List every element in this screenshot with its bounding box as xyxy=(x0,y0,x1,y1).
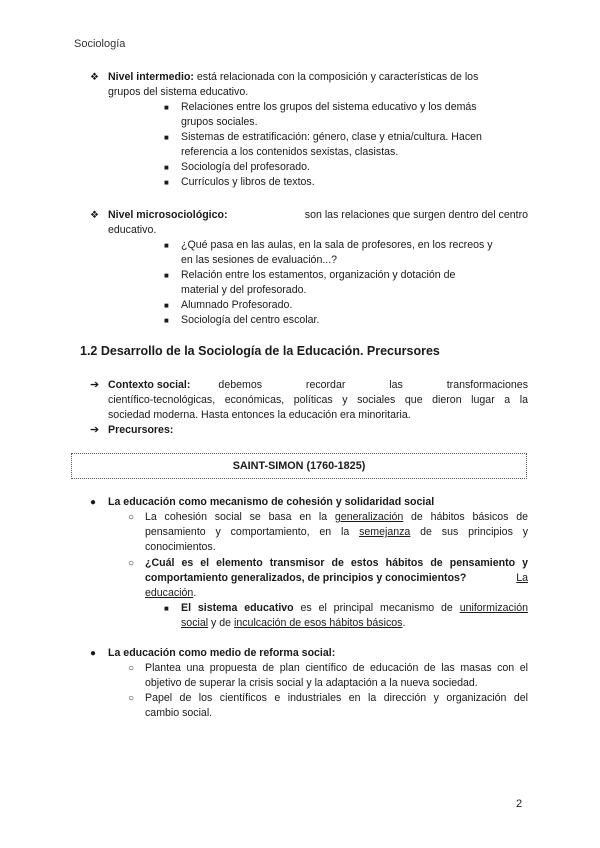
square-bullet-icon: ■ xyxy=(164,103,169,112)
square-bullet-icon: ■ xyxy=(164,301,169,310)
item-line: Relación entre los estamentos, organización y dotación de xyxy=(181,269,456,281)
list-item xyxy=(128,691,528,721)
precursores-label: Precursores: xyxy=(108,424,174,436)
item-line: objetivo de superar la crisis social y la adaptación a la nueva sociedad. xyxy=(145,677,478,689)
contexto-label: Contexto social: xyxy=(108,379,191,391)
item-line: Papel de los científicos e industriales en la dirección y organización del xyxy=(145,692,528,704)
sub1-line2a: pensamiento y comportamiento, en la xyxy=(145,526,360,538)
sub3-underline-inculcacion: inculcación de esos hábitos básicos xyxy=(234,617,403,629)
nivel-micro-text xyxy=(108,208,528,238)
cohesion-sub1 xyxy=(128,510,528,555)
list-item xyxy=(164,313,528,328)
sub2-underline-la: La xyxy=(516,572,528,584)
sub2-line2: comportamiento generalizados, de principios y conocimientos? xyxy=(145,572,467,584)
nivel-intermedio-block xyxy=(90,70,528,100)
sub3-text-b: y de xyxy=(208,617,235,629)
square-bullet-icon: ■ xyxy=(164,604,169,613)
sub1-text-a: La cohesión social se basa en la xyxy=(145,511,335,523)
item-line: material y del profesorado. xyxy=(181,284,307,296)
sub1-text-b: de hábitos básicos de xyxy=(403,511,528,523)
item-line: Sociología del profesorado. xyxy=(181,161,310,173)
item-line: Sociología del centro escolar. xyxy=(181,314,320,326)
nivel-intermedio-line2: grupos del sistema educativo. xyxy=(108,86,249,98)
sub1-underline-semejanza: semejanza xyxy=(359,526,411,538)
nivel-micro-list xyxy=(164,238,528,328)
nivel-intermedio-list xyxy=(164,100,528,190)
circle-bullet-icon: ○ xyxy=(128,558,135,569)
square-bullet-icon: ■ xyxy=(164,271,169,280)
precursores-block xyxy=(90,423,528,438)
diamond-bullet-icon: ❖ xyxy=(90,72,99,83)
arrow-right-icon: ➔ xyxy=(90,379,100,391)
contexto-line2: científico-tecnológicas, económicas, políticas y sociales que dieron lugar a la xyxy=(108,394,528,406)
saint-simon-box xyxy=(71,453,527,479)
item-line: grupos sociales. xyxy=(181,116,258,128)
sub2-underline-educacion: educación xyxy=(145,587,194,599)
page-header: Sociología xyxy=(74,38,126,50)
disc-bullet-icon: ● xyxy=(90,497,97,508)
nivel-intermedio-label: Nivel intermedio: xyxy=(108,71,194,83)
sub3-bold: El sistema educativo xyxy=(181,602,294,614)
list-item xyxy=(164,238,528,268)
circle-bullet-icon: ○ xyxy=(128,693,135,704)
item-line: Relaciones entre los grupos del sistema educativo y los demás xyxy=(181,101,477,113)
item-line: Sistemas de estratificación: género, clase y etnia/cultura. Hacen xyxy=(181,131,482,143)
contexto-line1 xyxy=(218,378,528,393)
section-title: 1.2 Desarrollo de la Sociología de la Educación. Precursores xyxy=(80,344,440,358)
cohesion-sub3 xyxy=(164,601,528,631)
cohesion-title: La educación como mecanismo de cohesión y solidaridad social xyxy=(108,496,435,508)
list-item xyxy=(164,268,528,298)
sub2-dot: . xyxy=(193,587,197,599)
nivel-micro-line2: educativo. xyxy=(108,224,157,236)
nivel-micro-block xyxy=(90,208,528,238)
list-item xyxy=(164,175,528,190)
reforma-list xyxy=(128,661,528,721)
disc-bullet-icon: ● xyxy=(90,648,97,659)
list-item xyxy=(164,100,528,130)
circle-bullet-icon: ○ xyxy=(128,663,135,674)
reforma-block xyxy=(90,646,528,661)
item-line: Currículos y libros de textos. xyxy=(181,176,315,188)
nivel-micro-label: Nivel microsociológico: xyxy=(108,209,228,221)
circle-bullet-icon: ○ xyxy=(128,512,135,523)
contexto-line1-text: debemos recordar las transformaciones xyxy=(218,379,528,391)
cohesion-block xyxy=(90,495,528,510)
list-item xyxy=(164,160,528,175)
sub3-text-a: es el principal mecanismo de xyxy=(293,602,460,614)
sub1-line3: conocimientos. xyxy=(145,541,216,553)
cohesion-sub2 xyxy=(128,556,528,601)
diamond-bullet-icon: ❖ xyxy=(90,210,99,221)
contexto-line3: sociedad moderna. Hasta entonces la educación era minoritaria. xyxy=(108,409,411,421)
page-number: 2 xyxy=(516,798,523,810)
sub3-underline-social: social xyxy=(181,617,209,629)
square-bullet-icon: ■ xyxy=(164,316,169,325)
item-line: ¿Qué pasa en las aulas, en la sala de profesores, en los recreos y xyxy=(181,239,493,251)
saint-simon-title: SAINT-SIMON (1760-1825) xyxy=(232,460,366,472)
contexto-block xyxy=(90,378,528,423)
item-line: en las sesiones de evaluación...? xyxy=(181,254,338,266)
square-bullet-icon: ■ xyxy=(164,241,169,250)
square-bullet-icon: ■ xyxy=(164,133,169,142)
sub3-underline-uniformizacion: uniformización xyxy=(459,602,528,614)
sub2-line1: ¿Cuál es el elemento transmisor de estos hábitos de pensamiento y xyxy=(145,557,528,569)
reforma-title: La educación como medio de reforma social: xyxy=(108,647,336,659)
list-item xyxy=(164,298,528,313)
list-item xyxy=(128,661,528,691)
square-bullet-icon: ■ xyxy=(164,178,169,187)
item-line: cambio social. xyxy=(145,707,213,719)
nivel-micro-line1: son las relaciones que surgen dentro del centro xyxy=(304,209,528,221)
nivel-intermedio-text xyxy=(108,70,528,100)
arrow-right-icon: ➔ xyxy=(90,424,100,436)
sub1-underline-generalizacion: generalización xyxy=(334,511,404,523)
list-item xyxy=(164,130,528,160)
square-bullet-icon: ■ xyxy=(164,163,169,172)
item-line: Alumnado Profesorado. xyxy=(181,299,293,311)
contexto-text xyxy=(108,378,528,423)
sub1-line2b: de sus principios y xyxy=(410,526,528,538)
item-line: Plantea una propuesta de plan científico de educación de las masas con el xyxy=(145,662,528,674)
item-line: referencia a los contenidos sexistas, clasistas. xyxy=(181,146,399,158)
nivel-intermedio-line1: está relacionada con la composición y características de los xyxy=(193,71,479,83)
sub3-dot: . xyxy=(402,617,406,629)
